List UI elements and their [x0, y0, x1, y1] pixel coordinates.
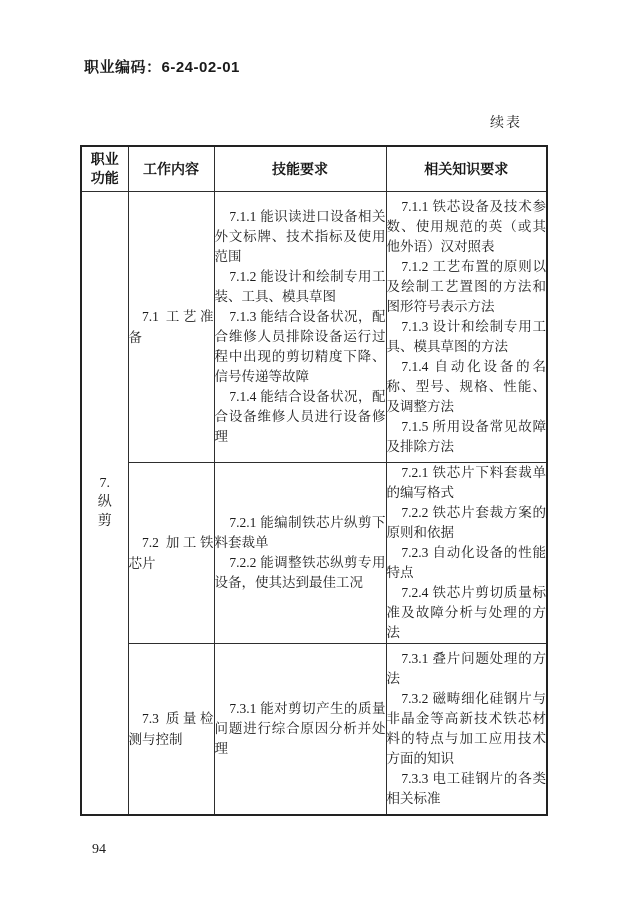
header-knowledge-requirements: 相关知识要求 [386, 146, 547, 191]
function-group-char2: 剪 [97, 514, 112, 530]
table-row-7-1 [81, 191, 547, 462]
table-header-row [81, 146, 547, 191]
knowledge-item: 7.1.5 所用设备常见故障及排除方法 [386, 418, 546, 454]
header-skill-requirements: 技能要求 [214, 146, 386, 191]
knowledge-item: 7.2.1 铁芯片下料套裁单的编写格式 [386, 464, 546, 500]
knowledge-cell-7-3 [386, 643, 547, 815]
occupation-code: 职业编码：6-24-02-01 [84, 59, 240, 76]
function-group-char1: 纵 [97, 495, 112, 511]
knowledge-cell-7-1 [386, 191, 547, 462]
skill-item: 7.1.1 能识读进口设备相关外文标牌、技术指标及使用范围 [214, 208, 386, 264]
knowledge-item: 7.1.4 自动化设备的名称、型号、规格、性能、及调整方法 [386, 358, 546, 414]
knowledge-item: 7.2.4 铁芯片剪切质量标准及故障分析与处理的方法 [386, 584, 546, 640]
knowledge-item: 7.3.3 电工硅钢片的各类相关标准 [386, 770, 546, 806]
knowledge-item: 7.3.1 叠片问题处理的方法 [386, 650, 546, 686]
knowledge-item: 7.1.1 铁芯设备及技术参数、使用规范的英（或其他外语）汉对照表 [386, 198, 546, 254]
skill-item: 7.1.2 能设计和绘制专用工装、工具、模具草图 [214, 268, 386, 304]
skill-item: 7.3.1 能对剪切产生的质量问题进行综合原因分析并处理 [214, 700, 386, 756]
table-row-7-3 [81, 643, 547, 815]
header-work-content: 工作内容 [128, 146, 214, 191]
skill-item: 7.2.1 能编制铁芯片纵剪下料套裁单 [214, 514, 386, 550]
skill-item: 7.1.4 能结合设备状况，配合设备维修人员进行设备修理 [214, 388, 386, 444]
page-number: 94 [92, 842, 106, 857]
work-content-cell-7-2 [128, 462, 214, 643]
knowledge-cell-7-2 [386, 462, 547, 643]
work-content-cell-7-1 [128, 191, 214, 462]
header-function [81, 146, 128, 191]
occupational-standard-table [80, 145, 548, 816]
knowledge-item: 7.2.2 铁芯片套裁方案的原则和依据 [386, 504, 546, 540]
knowledge-item: 7.1.3 设计和绘制专用工具、模具草图的方法 [386, 318, 546, 354]
work-content-label: 7.3 质量检测与控制 [128, 710, 214, 747]
skills-cell-7-3 [214, 643, 386, 815]
knowledge-item: 7.3.2 磁畴细化硅钢片与非晶金等高新技术铁芯材料的特点与加工应用技术方面的知识 [386, 690, 546, 766]
work-content-label: 7.2 加工铁芯片 [128, 534, 214, 571]
table-row-7-2 [81, 462, 547, 643]
skills-cell-7-1 [214, 191, 386, 462]
work-content-cell-7-3 [128, 643, 214, 815]
function-group-cell [81, 191, 128, 815]
skills-cell-7-2 [214, 462, 386, 643]
continued-table-label: 续表 [490, 116, 522, 131]
work-content-label: 7.1 工艺准备 [128, 308, 214, 345]
function-group-number: 7. [99, 476, 110, 492]
skill-item: 7.1.3 能结合设备状况，配合维修人员排除设备运行过程中出现的剪切精度下降、信号传递等故障 [214, 308, 386, 384]
knowledge-item: 7.2.3 自动化设备的性能特点 [386, 544, 546, 580]
skill-item: 7.2.2 能调整铁芯纵剪专用设备，使其达到最佳工况 [214, 554, 386, 590]
header-function-line1: 职业 [90, 150, 119, 167]
knowledge-item: 7.1.2 工艺布置的原则以及绘制工艺置图的方法和图形符号表示方法 [386, 258, 546, 314]
header-function-line2: 功能 [90, 169, 119, 186]
